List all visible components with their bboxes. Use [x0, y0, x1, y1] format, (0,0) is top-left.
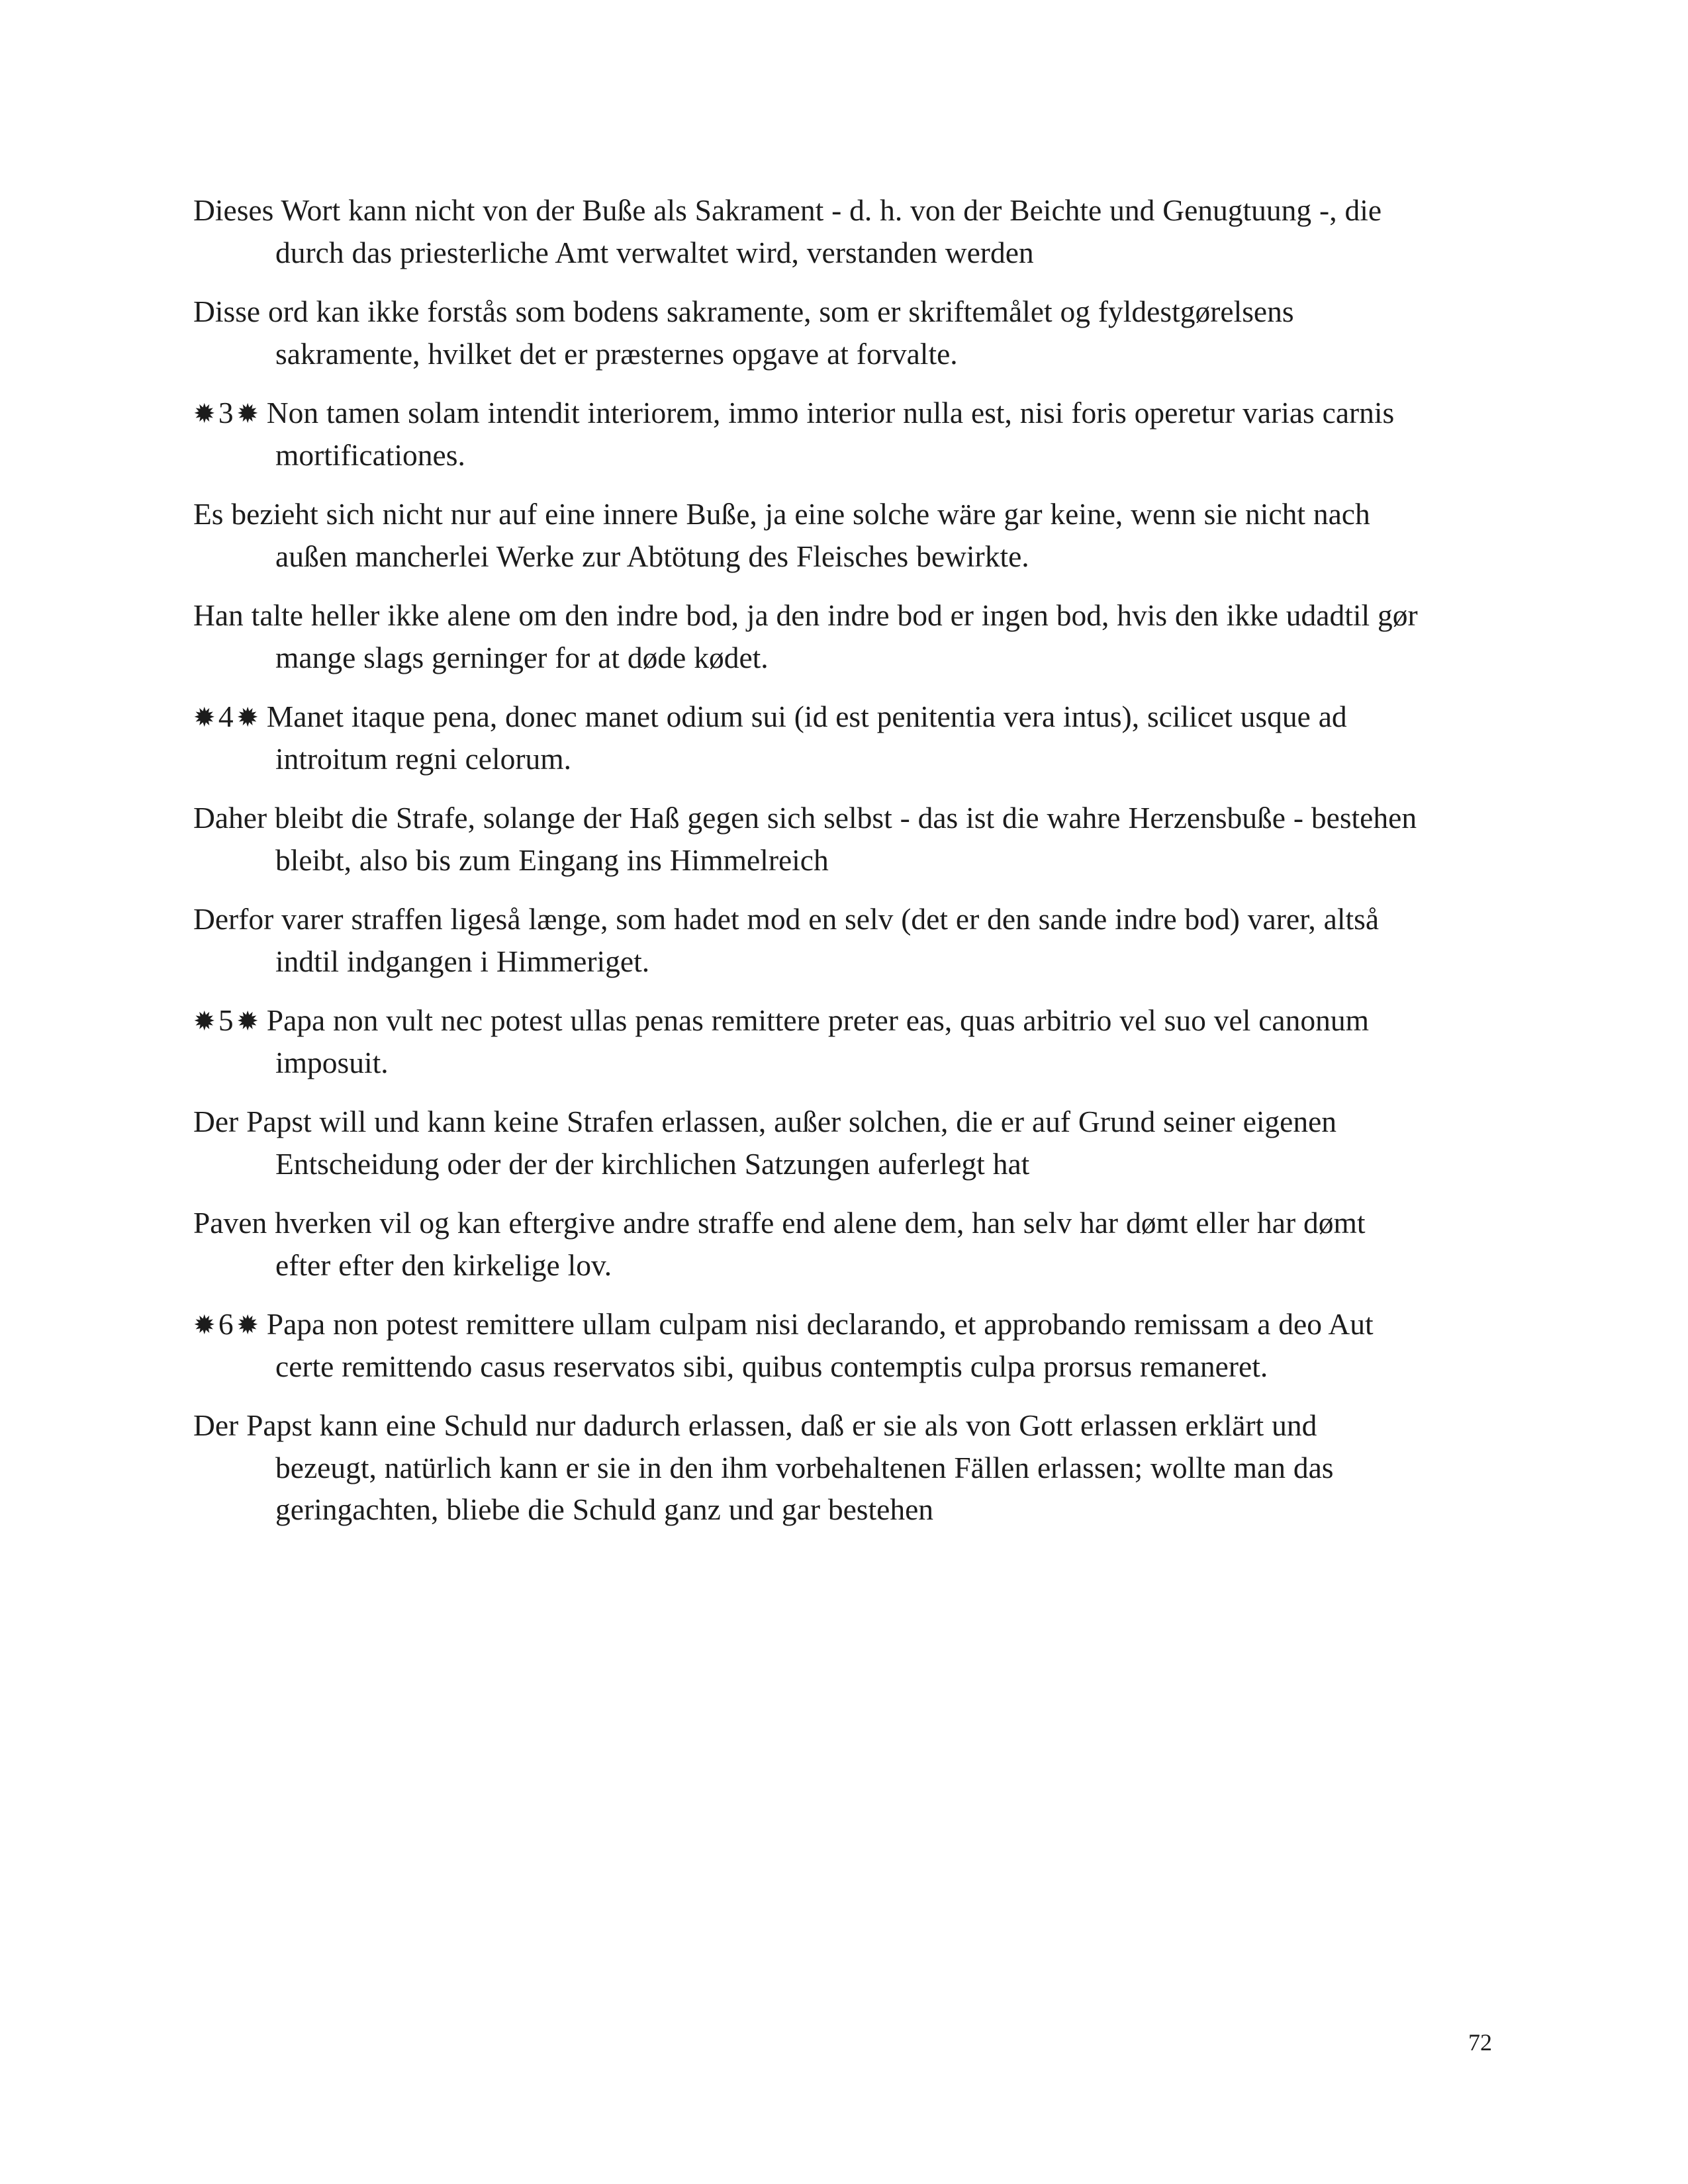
teardrop-asterisk-icon: ✹ — [193, 702, 216, 733]
paragraph-latin-thesis-6 — [193, 1303, 1425, 1387]
page-number: 72 — [1468, 2029, 1492, 2056]
thesis-marker-3 — [193, 396, 259, 430]
paragraph-text: Papa non vult nec potest ullas penas remittere preter eas, quas arbitrio vel suo vel canonum imposuit. — [266, 1003, 1369, 1079]
paragraph-danish-1 — [193, 291, 1425, 375]
body-text-column — [193, 189, 1425, 1531]
paragraph-text: Daher bleibt die Strafe, solange der Haß gegen sich selbst - das ist die wahre Herzensbuße - bestehen bleibt, also bis zum Eingang ins Himmelreich — [193, 801, 1417, 877]
paragraph-text: Dieses Wort kann nicht von der Buße als Sakrament - d. h. von der Beichte und Genugtuung -, die durch das priesterliche Amt verwaltet wird, verstanden werden — [193, 193, 1382, 269]
paragraph-text: Es bezieht sich nicht nur auf eine innere Buße, ja eine solche wäre gar keine, wenn sie nicht nach außen mancherlei Werke zur Abtötung des Fleisches bewirkte. — [193, 497, 1370, 573]
thesis-number: 5 — [218, 1003, 234, 1037]
teardrop-asterisk-icon: ✹ — [236, 702, 259, 733]
paragraph-text: Der Papst kann eine Schuld nur dadurch erlassen, daß er sie als von Gott erlassen erklärt und bezeugt, natürlich kann er sie in den ihm vorbehaltenen Fällen erlassen; wollte man das geringachten, bliebe die Schuld ganz und gar bestehen — [193, 1408, 1334, 1526]
thesis-marker-6 — [193, 1307, 259, 1341]
paragraph-text: Non tamen solam intendit interiorem, immo interior nulla est, nisi foris operetur varias carnis mortificationes. — [266, 396, 1395, 472]
paragraph-text: Derfor varer straffen ligeså længe, som hadet mod en selv (det er den sande indre bod) varer, altså indtil indgangen i Himmeriget. — [193, 902, 1380, 978]
paragraph-latin-thesis-4 — [193, 696, 1425, 780]
teardrop-asterisk-icon: ✹ — [236, 1310, 259, 1341]
paragraph-text: Manet itaque pena, donec manet odium sui (id est penitentia vera intus), scilicet usque ad introitum regni celorum. — [266, 700, 1347, 776]
teardrop-asterisk-icon: ✹ — [193, 1310, 216, 1341]
paragraph-latin-thesis-3 — [193, 392, 1425, 476]
paragraph-german-4 — [193, 1101, 1425, 1185]
paragraph-text: Paven hverken vil og kan eftergive andre straffe end alene dem, han selv har dømt eller har dømt efter efter den kirkelige lov. — [193, 1206, 1366, 1282]
paragraph-text: Papa non potest remittere ullam culpam nisi declarando, et approbando remissam a deo Aut certe remittendo casus reservatos sibi, quibus contemptis culpa prorsus remaneret. — [266, 1307, 1374, 1383]
paragraph-danish-3 — [193, 898, 1425, 982]
thesis-marker-4 — [193, 700, 259, 733]
thesis-number: 4 — [218, 700, 234, 733]
teardrop-asterisk-icon: ✹ — [193, 398, 216, 430]
thesis-number: 3 — [218, 396, 234, 430]
paragraph-latin-thesis-5 — [193, 999, 1425, 1083]
paragraph-text: Disse ord kan ikke forstås som bodens sakramente, som er skriftemålet og fyldestgørelsens sakramente, hvilket det er præsternes opgave at forvalte. — [193, 295, 1294, 371]
paragraph-german-3 — [193, 797, 1425, 881]
paragraph-german-2 — [193, 493, 1425, 577]
paragraph-german-1 — [193, 189, 1425, 273]
paragraph-text: Han talte heller ikke alene om den indre bod, ja den indre bod er ingen bod, hvis den ikke udadtil gør mange slags gerninger for at døde kødet. — [193, 598, 1418, 674]
thesis-marker-5 — [193, 1003, 259, 1037]
paragraph-danish-4 — [193, 1202, 1425, 1286]
teardrop-asterisk-icon: ✹ — [193, 1006, 216, 1037]
paragraph-text: Der Papst will und kann keine Strafen erlassen, außer solchen, die er auf Grund seiner eigenen Entscheidung oder der der kirchlichen Satzungen auferlegt hat — [193, 1105, 1337, 1181]
paragraph-danish-2 — [193, 594, 1425, 678]
thesis-number: 6 — [218, 1307, 234, 1341]
teardrop-asterisk-icon: ✹ — [236, 398, 259, 430]
teardrop-asterisk-icon: ✹ — [236, 1006, 259, 1037]
paragraph-german-5 — [193, 1404, 1425, 1531]
